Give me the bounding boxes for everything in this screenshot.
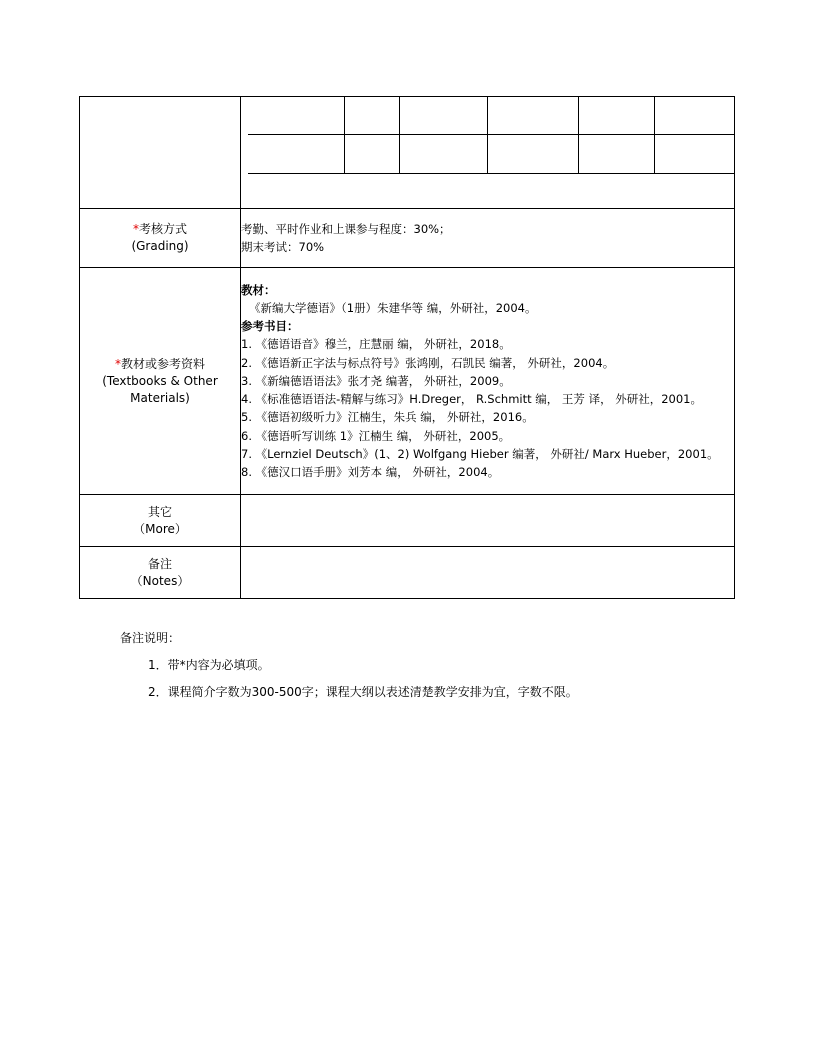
reference-item: 6. 《德语听写训练 1》江楠生 编， 外研社，2005。 <box>241 428 511 443</box>
reference-item: 7. 《Lernziel Deutsch》(1、2) Wolfgang Hieber 编著， 外研社/ Marx Hueber，2001。 <box>241 446 719 461</box>
footnote-title: 备注说明： <box>120 631 181 645</box>
more-label-zh: 其它 <box>147 504 172 519</box>
footnote-item: 1．带*内容为必填项。 <box>148 658 270 672</box>
textbooks-content <box>241 268 735 495</box>
required-star: * <box>114 356 121 371</box>
grading-label-en: (Grading) <box>131 239 189 253</box>
grid-line <box>344 97 345 173</box>
grid-line <box>399 97 400 173</box>
more-label <box>80 495 241 547</box>
more-label-en: （More） <box>133 521 187 536</box>
grading-label <box>80 209 241 268</box>
reference-item: 1. 《德语语音》穆兰，庄慧丽 编， 外研社，2018。 <box>241 337 511 352</box>
textbooks-label <box>80 268 241 495</box>
textbooks-row <box>80 268 735 495</box>
textbooks-label-en: (Textbooks & Other <box>102 373 218 388</box>
notes-row <box>80 547 735 599</box>
textbook-entry: 《新编大学德语》（1册）朱建华等 编，外研社，2004。 <box>249 301 537 316</box>
textbooks-label-en: Materials) <box>130 390 190 405</box>
reference-item: 4. 《标准德语语法-精解与练习》H.Dreger， R.Schmitt 编， 王芳 译， 外研社，2001。 <box>241 392 702 407</box>
notes-label <box>80 547 241 599</box>
grading-row <box>80 209 735 268</box>
required-star: * <box>132 222 139 236</box>
grid-line <box>248 173 734 174</box>
reference-item: 3. 《新编德语语法》张才尧 编著， 外研社，2009。 <box>241 373 511 388</box>
grid-line <box>578 97 579 173</box>
grading-line: 考勤、平时作业和上课参与程度：30%； <box>241 221 451 236</box>
reference-item: 8. 《德汉口语手册》刘芳本 编， 外研社，2004。 <box>241 464 500 479</box>
notes-label-en: （Notes） <box>130 573 190 588</box>
reference-item: 5. 《德语初级听力》江楠生，朱兵 编， 外研社，2016。 <box>241 410 534 425</box>
schedule-label-cell <box>80 97 241 209</box>
grid-line <box>248 134 734 135</box>
grading-label-zh: 考核方式 <box>138 222 187 236</box>
reference-item: 2. 《德语新正字法与标点符号》张鸿刚，石凯民 编著， 外研社，2004。 <box>241 355 615 370</box>
course-info-table <box>79 96 735 599</box>
grading-content <box>241 209 735 268</box>
reference-heading: 参考书目： <box>241 319 299 334</box>
textbook-heading: 教材： <box>241 282 276 297</box>
schedule-grid-cell <box>241 97 735 209</box>
footnote-item: 2．课程简介字数为300-500字；课程大纲以表述清楚教学安排为宜，字数不限。 <box>148 685 578 699</box>
notes-content <box>241 547 735 599</box>
grading-line: 期末考试：70% <box>241 240 325 254</box>
textbooks-label-zh: 教材或参考资料 <box>120 356 205 371</box>
grid-line <box>487 97 488 173</box>
notes-label-zh: 备注 <box>147 556 172 571</box>
schedule-row <box>80 97 735 209</box>
schedule-grid <box>241 97 734 208</box>
footnote-block <box>120 629 578 710</box>
more-row <box>80 495 735 547</box>
grid-line <box>654 97 655 173</box>
more-content <box>241 495 735 547</box>
